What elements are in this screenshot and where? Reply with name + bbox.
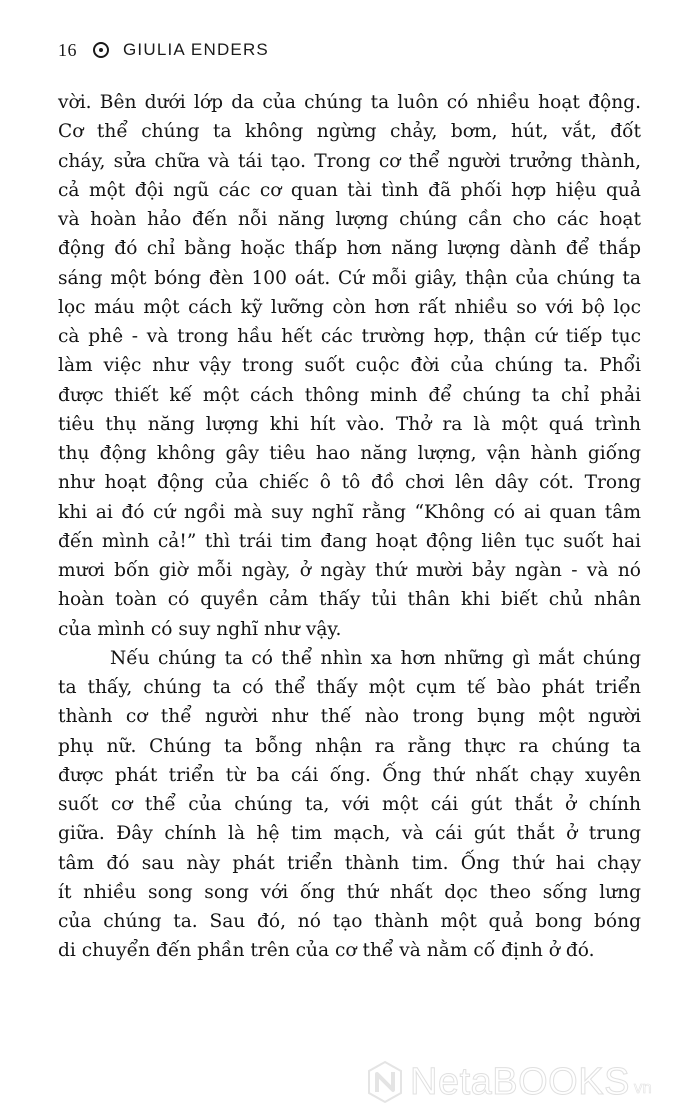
text-line: làm việc như vậy trong suốt cuộc đời của chúng ta. Phổi bbox=[58, 355, 641, 377]
text-line: hoàn toàn có quyền cảm thấy tủi thân khi biết chủ nhân bbox=[58, 589, 641, 611]
text-line: ta thấy, chúng ta có thể thấy một cụm tế bào phát triển bbox=[58, 677, 641, 698]
text-line: đến mình cả!” thì trái tim đang hoạt động liên tục suốt hai bbox=[58, 530, 641, 552]
author-name: GIULIA ENDERS bbox=[123, 40, 269, 59]
text-line: suốt cơ thể của chúng ta, với một cái gút thắt ở chính bbox=[58, 794, 641, 815]
text-line: sáng một bóng đèn 100 oát. Cứ mỗi giây, thận của chúng ta bbox=[58, 267, 641, 289]
text-line: ít nhiều song song với ống thứ nhất dọc theo sống lưng bbox=[58, 881, 641, 903]
text-line: được phát triển từ ba cái ống. Ống thứ nhất chạy xuyên bbox=[58, 764, 641, 786]
text-line: mươi bốn giờ mỗi ngày, ở ngày thứ mười bảy ngàn - và nó bbox=[58, 560, 641, 581]
text-line: động đó chỉ bằng hoặc thấp hơn năng lượng dành để thắp bbox=[58, 238, 641, 260]
text-line: cà phê - và trong hầu hết các trường hợp, thận cứ tiếp tục bbox=[58, 326, 641, 347]
text-line: được thiết kế một cách thông minh để chúng ta chỉ phải bbox=[58, 384, 641, 406]
text-line: giữa. Đây chính là hệ tim mạch, và cái gút thắt ở trung bbox=[58, 823, 641, 845]
text-line: của mình có suy nghĩ như vậy. bbox=[58, 618, 342, 640]
hexagon-n-logo-icon bbox=[366, 1060, 404, 1104]
body-text bbox=[58, 88, 641, 966]
text-line: Nếu chúng ta có thể nhìn xa hơn những gì mắt chúng bbox=[110, 647, 641, 669]
text-line: cả một đội ngũ các cơ quan tài tình đã phối hợp hiệu quả bbox=[58, 179, 641, 201]
text-line: như hoạt động của chiếc ô tô đồ chơi lên dây cót. Trong bbox=[58, 472, 641, 494]
text-line: lọc máu một cách kỹ lưỡng còn hơn rất nhiều so với bộ lọc bbox=[58, 296, 641, 318]
text-line: tiêu thụ năng lượng khi hít vào. Thở ra là một quá trình bbox=[58, 413, 641, 435]
circled-dot-icon bbox=[93, 42, 109, 58]
page-number: 16 bbox=[58, 39, 77, 60]
text-line: tâm đó sau này phát triển thành tim. Ống thứ hai chạy bbox=[58, 852, 641, 874]
paragraph bbox=[58, 644, 641, 966]
paragraph bbox=[58, 88, 641, 644]
text-line: Cơ thể chúng ta không ngừng chảy, bơm, hút, vắt, đốt bbox=[58, 121, 641, 143]
text-line: phụ nữ. Chúng ta bỗng nhận ra rằng thực ra chúng ta bbox=[58, 735, 641, 757]
watermark bbox=[366, 1060, 652, 1104]
text-line: khi ai đó cứ ngồi mà suy nghĩ rằng “Không có ai quan tâm bbox=[58, 501, 641, 523]
watermark-brand: NetaBOOKS bbox=[410, 1061, 630, 1103]
text-line: di chuyển đến phần trên của cơ thể và nằm cố định ở đó. bbox=[58, 940, 595, 962]
text-line: của chúng ta. Sau đó, nó tạo thành một quả bong bóng bbox=[58, 911, 641, 932]
watermark-suffix: vn bbox=[633, 1078, 652, 1097]
text-line: và hoàn hảo đến nỗi năng lượng chúng cần cho các hoạt bbox=[58, 209, 641, 230]
text-line: thành cơ thể người như thế nào trong bụng một người bbox=[58, 706, 641, 728]
text-line: cháy, sửa chữa và tái tạo. Trong cơ thể người trưởng thành, bbox=[58, 150, 641, 172]
running-head bbox=[58, 38, 269, 62]
text-line: thụ động không gây tiêu hao năng lượng, vận hành giống bbox=[58, 443, 641, 464]
text-line: vời. Bên dưới lớp da của chúng ta luôn có nhiều hoạt động. bbox=[58, 92, 641, 113]
